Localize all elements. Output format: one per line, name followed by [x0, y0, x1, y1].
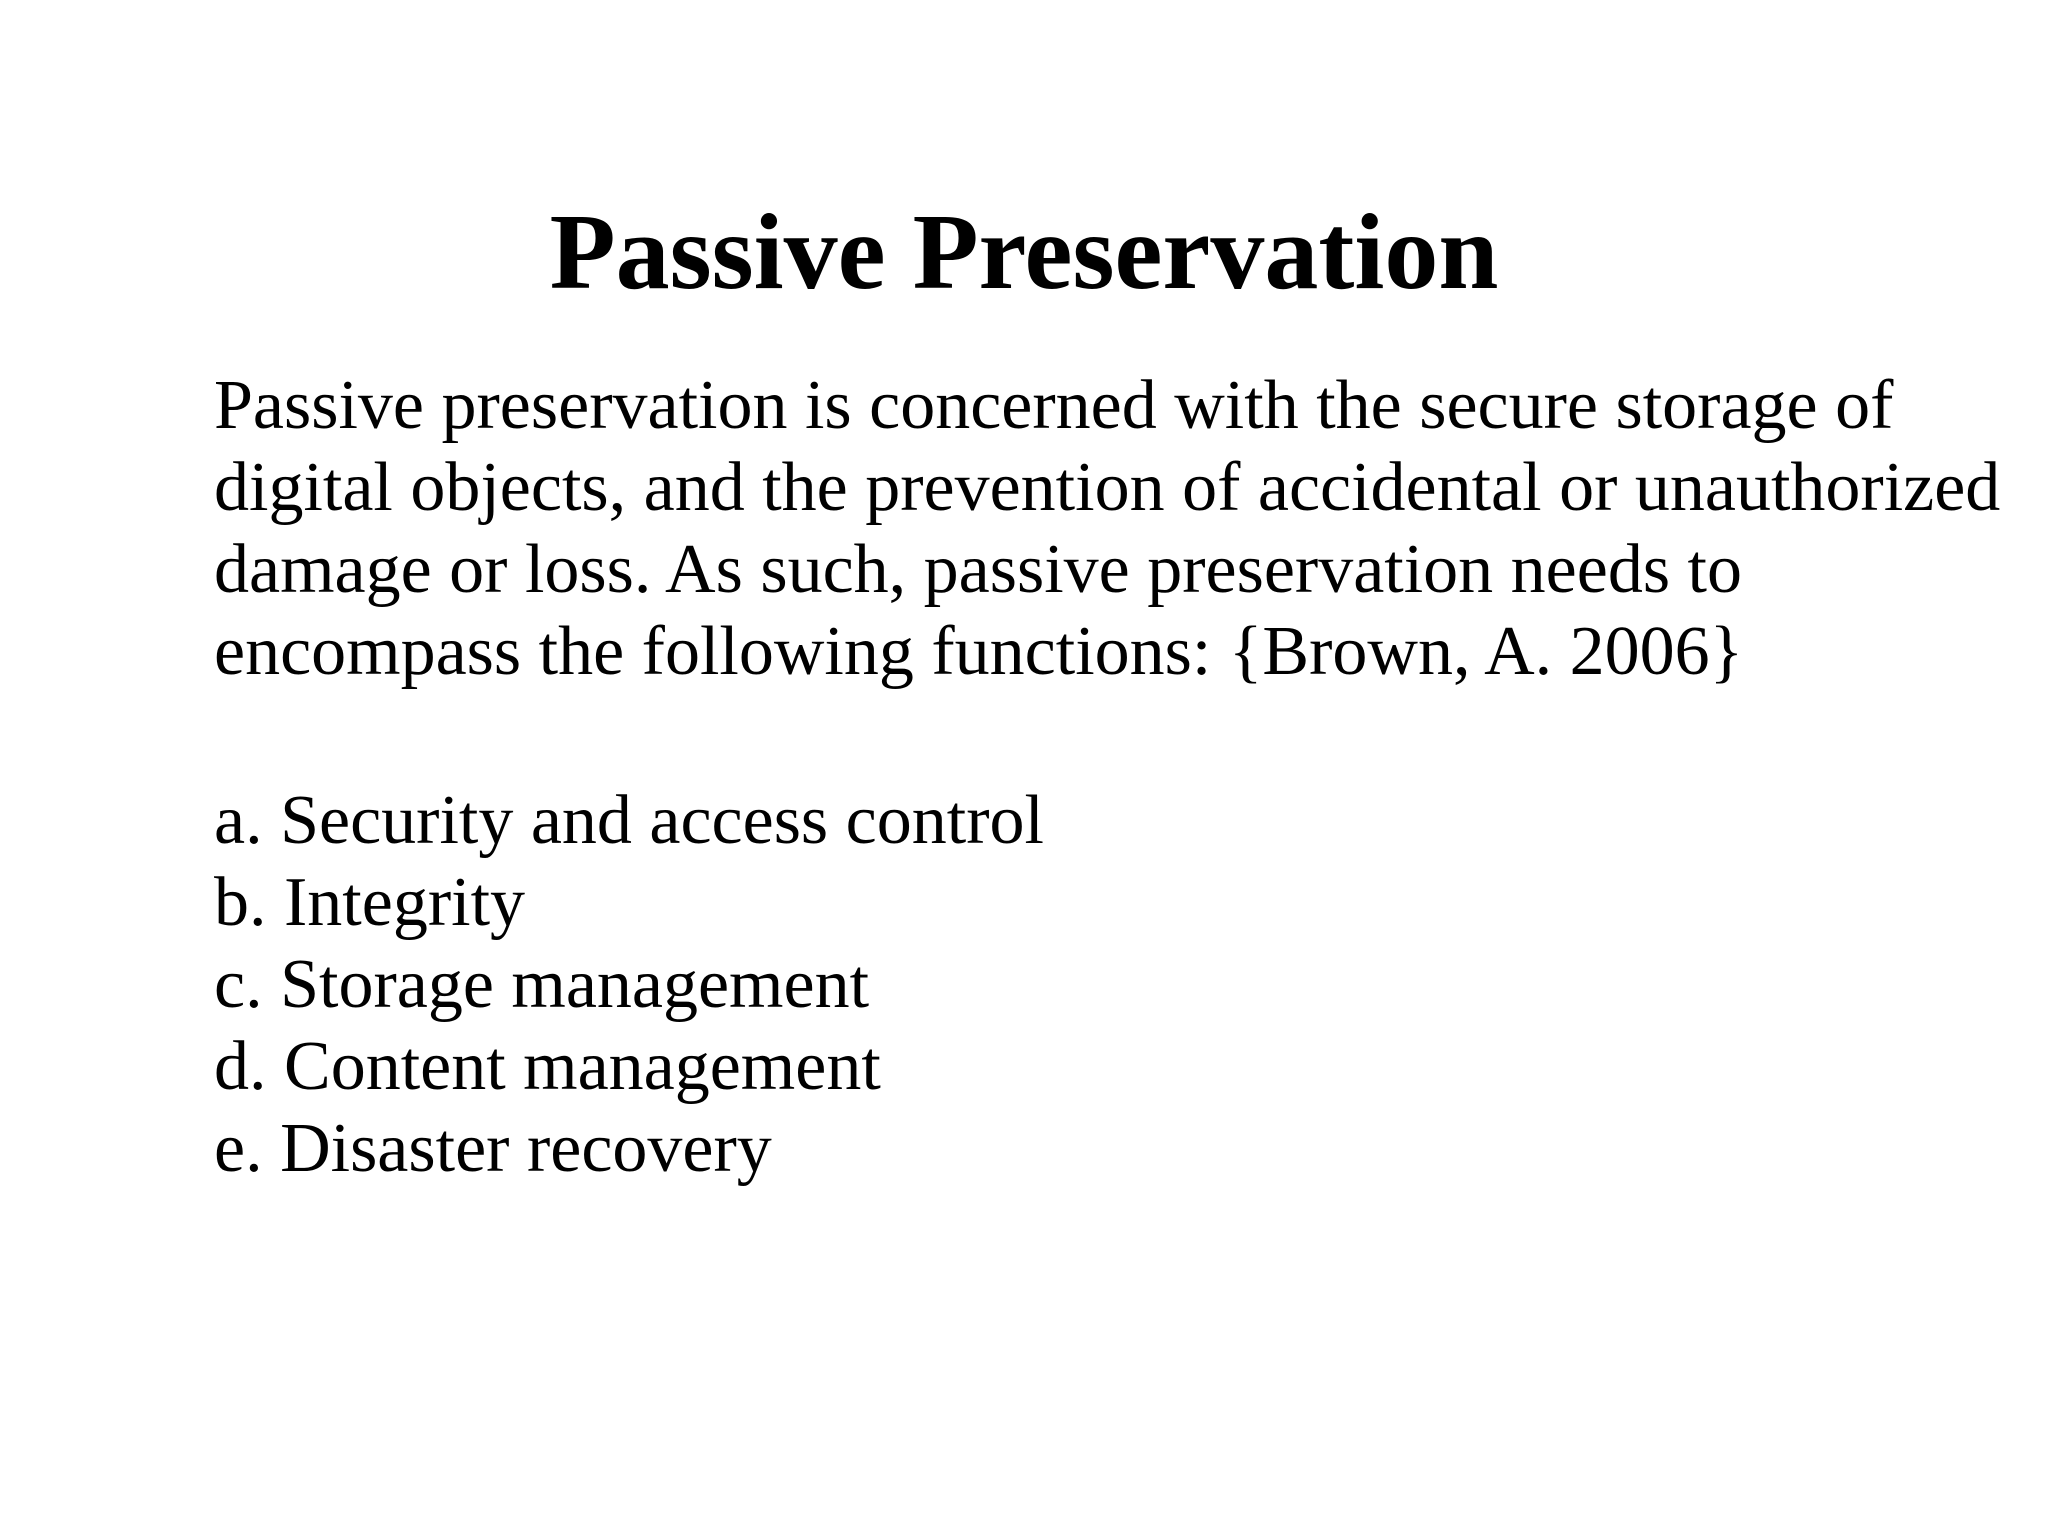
slide-title: Passive Preservation [549, 193, 1499, 312]
paragraph-line: digital objects, and the prevention of accidental or unauthorized [214, 449, 2001, 526]
list-item: d. Content management [214, 1028, 881, 1105]
list-item: c. Storage management [214, 946, 870, 1023]
body-text [214, 365, 2014, 693]
functions-list [214, 780, 1044, 1190]
intro-paragraph [214, 365, 2014, 693]
paragraph-line: encompass the following functions: {Brown, A. 2006} [214, 613, 1744, 690]
list-item: e. Disaster recovery [214, 1110, 772, 1187]
paragraph-line: damage or loss. As such, passive preservation needs to [214, 531, 1743, 608]
list-item: a. Security and access control [214, 782, 1044, 859]
list-item: b. Integrity [214, 864, 526, 941]
paragraph-line: Passive preservation is concerned with the secure storage of [214, 367, 1894, 444]
